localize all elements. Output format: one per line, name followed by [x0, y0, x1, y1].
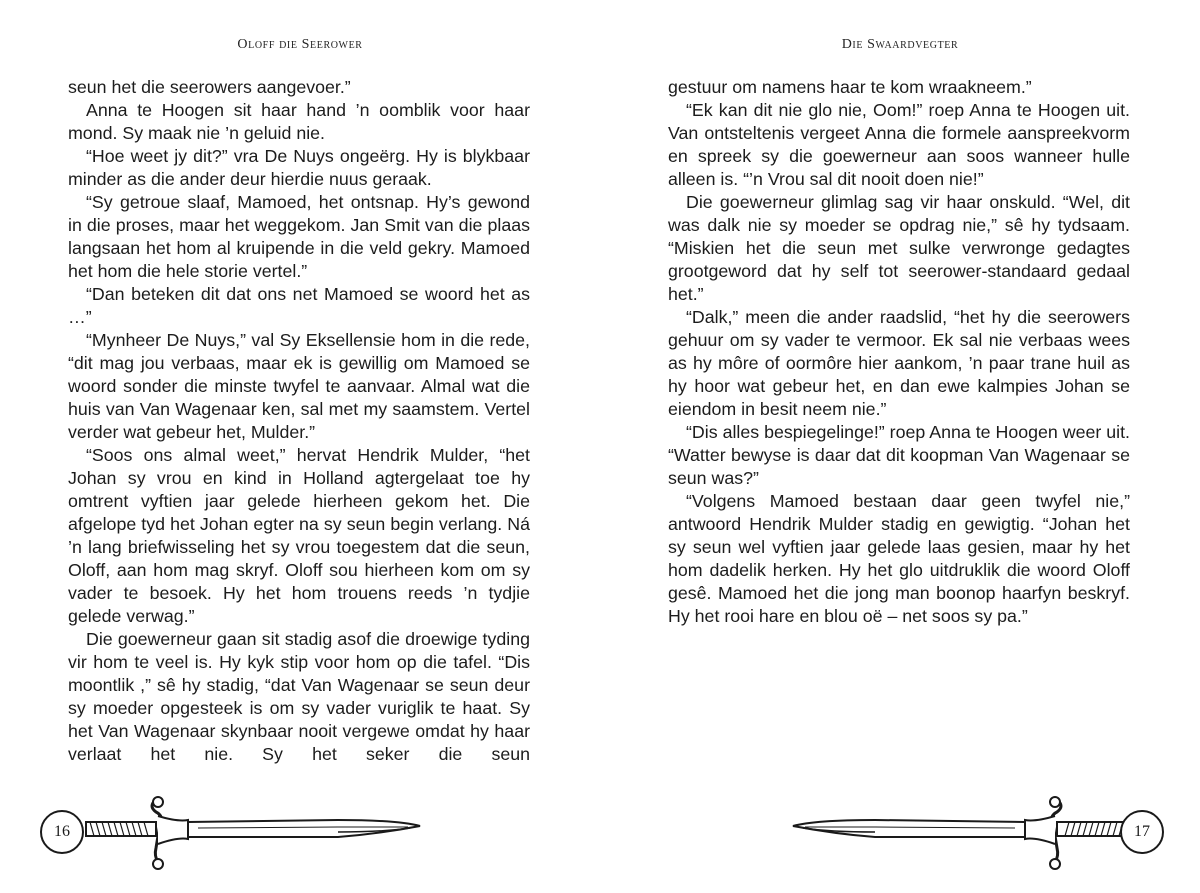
sword-icon — [38, 792, 428, 872]
paragraph: “Sy getroue slaaf, Mamoed, het ontsnap. Hy’s gewond in die proses, maar het weggekom. Jan Smit van die plaas langsaan het hom al kruipende in die veld gekry. Mamoed het hom die hele storie vertel.” — [68, 192, 530, 281]
footer-right — [600, 792, 1200, 872]
body-text-left — [68, 76, 530, 766]
paragraph: Die goewerneur gaan sit stadig asof die droewige tyding vir hom te veel is. Hy kyk stip voor hom op die tafel. “Dis moontlik ,” sê hy stadig, “dat Van Wagenaar se seun deur sy moeder opgesteek is om sy vader vuriglik te haat. Sy het Van Wagenaar skynbaar nooit vergewe omdat hy haar verlaat het nie. Sy het seker die seun — [68, 629, 530, 764]
sword-icon — [785, 792, 1175, 872]
paragraph: “Volgens Mamoed bestaan daar geen twyfel nie,” antwoord Hendrik Mulder stadig en gewigtig. “Johan het sy seun wel vyftien jaar gelede laas gesien, maar hy het hom dadelik herken. Hy het glo uitdruklik die woord Oloff gesê. Mamoed het die jong man boonop haarfyn beskryf. Hy het rooi hare en blou oë – net soos sy pa.” — [668, 491, 1130, 626]
page-number-right: 17 — [1120, 810, 1164, 854]
paragraph: “Mynheer De Nuys,” val Sy Eksellensie hom in die rede, “dit mag jou verbaas, maar ek is gewillig om Mamoed se woord sonder die minste twyfel te aanvaar. Almal wat die huis van Van Wagenaar ken, sal met my saamstem. Vertel verder wat gebeur het, Mulder.” — [68, 330, 530, 442]
paragraph: “Soos ons almal weet,” hervat Hendrik Mulder, “het Johan sy vrou en kind in Holland agtergelaat toe hy omtrent vyftien jaar gelede hierheen gekom het. Die afgelope tyd het Johan egter na sy seun begin verlang. Ná ’n lang briefwisseling het sy vrou toegestem dat die seun, Oloff, aan hom mag skryf. Oloff sou hierheen kom om sy vader te besoek. Hy het hom trouens reeds ’n tydjie gelede verwag.” — [68, 445, 530, 626]
page-number-left: 16 — [40, 810, 84, 854]
paragraph: Anna te Hoogen sit haar hand ’n oomblik voor haar mond. Sy maak nie ’n geluid nie. — [68, 100, 530, 143]
paragraph: seun het die seerowers aangevoer.” — [68, 77, 351, 97]
paragraph: “Hoe weet jy dit?” vra De Nuys ongeërg. Hy is blykbaar minder as die ander deur hierdie nuus geraak. — [68, 146, 530, 189]
paragraph: “Dan beteken dit dat ons net Mamoed se woord het as …” — [68, 284, 530, 327]
footer-left — [0, 792, 600, 872]
paragraph: “Ek kan dit nie glo nie, Oom!” roep Anna te Hoogen uit. Van ontsteltenis vergeet Anna die formele aanspreekvorm en spreek sy die goewerneur aan soos wanneer hulle alleen is. “’n Vrou sal dit nooit doen nie!” — [668, 100, 1130, 189]
paragraph: “Dis alles bespiegelinge!” roep Anna te Hoogen weer uit. “Watter bewyse is daar dat dit koopman Van Wagenaar se seun was?” — [668, 422, 1130, 488]
body-text-right — [668, 76, 1130, 628]
running-head-right: Die Swaardvegter — [841, 37, 959, 52]
running-head-left: Oloff die Seerower — [237, 37, 363, 52]
paragraph: gestuur om namens haar te kom wraakneem.” — [668, 77, 1032, 97]
right-page — [600, 0, 1200, 893]
paragraph: “Dalk,” meen die ander raadslid, “het hy die seerowers gehuur om sy vader te vermoor. Ek sal nie verbaas wees as hy môre of oormôre hier aankom, ’n paar trane huil as hy hoor wat gebeur het, en dan ewe kalmpies Johan se eiendom in besit neem nie.” — [668, 307, 1130, 419]
paragraph: Die goewerneur glimlag sag vir haar onskuld. “Wel, dit was dalk nie sy moeder se opdrag nie,” sê hy tydsaam. “Miskien het die seun met sulke verwronge gedagtes grootgeword dat hy self tot seerower-standaard gedaal het.” — [668, 192, 1130, 304]
